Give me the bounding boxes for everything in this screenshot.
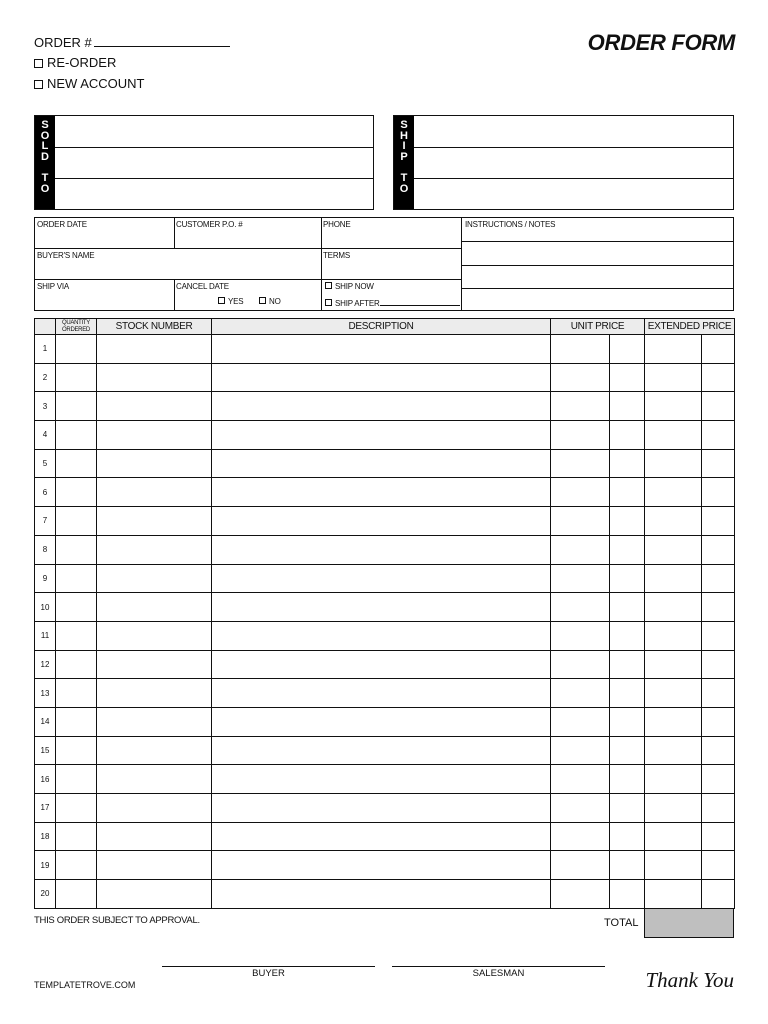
- table-row: [35, 880, 735, 909]
- extended-price-cents-cell[interactable]: [702, 363, 735, 392]
- info-divider: [35, 279, 461, 280]
- ship-to-letter: I: [402, 140, 406, 153]
- table-row: [35, 851, 735, 880]
- description-cell[interactable]: [212, 707, 551, 736]
- unit-price-cents-cell[interactable]: [610, 392, 645, 421]
- extended-price-dollars-cell[interactable]: [645, 535, 702, 564]
- extended-price-cents-cell[interactable]: [702, 736, 735, 765]
- extended-price-cents-cell[interactable]: [702, 621, 735, 650]
- table-row: [35, 478, 735, 507]
- unit-price-cents-cell[interactable]: [610, 822, 645, 851]
- unit-price-cents-cell[interactable]: [610, 363, 645, 392]
- quantity-cell[interactable]: [56, 593, 97, 622]
- description-cell[interactable]: [212, 421, 551, 450]
- unit-price-dollars-cell[interactable]: [551, 392, 610, 421]
- extended-price-dollars-cell[interactable]: [645, 421, 702, 450]
- sold-to-band: [35, 116, 55, 209]
- stock-number-cell[interactable]: [97, 449, 212, 478]
- description-cell[interactable]: [212, 593, 551, 622]
- terms-label: TERMS: [323, 251, 351, 260]
- description-cell[interactable]: [212, 822, 551, 851]
- notes-line: [461, 241, 733, 242]
- table-header-row: [35, 319, 735, 335]
- unit-price-cents-cell[interactable]: [610, 794, 645, 823]
- order-date-label: ORDER DATE: [37, 220, 87, 229]
- description-cell[interactable]: [212, 564, 551, 593]
- order-number-line: [94, 36, 230, 47]
- order-number-field[interactable]: [34, 35, 230, 50]
- table-row: [35, 421, 735, 450]
- quantity-cell[interactable]: [56, 449, 97, 478]
- qty-header-line: QUANTITY: [62, 320, 90, 326]
- extended-price-dollars-cell[interactable]: [645, 880, 702, 909]
- row-number: 14: [35, 707, 56, 736]
- unit-price-dollars-cell[interactable]: [551, 679, 610, 708]
- row-number: 8: [35, 535, 56, 564]
- unit-price-header: UNIT PRICE: [551, 319, 645, 335]
- extended-price-cents-cell[interactable]: [702, 335, 735, 364]
- order-number-label: ORDER #: [34, 35, 92, 50]
- extended-price-dollars-cell[interactable]: [645, 765, 702, 794]
- unit-price-dollars-cell[interactable]: [551, 507, 610, 536]
- table-row: [35, 621, 735, 650]
- table-row: [35, 736, 735, 765]
- quantity-cell[interactable]: [56, 736, 97, 765]
- table-row: [35, 363, 735, 392]
- quantity-cell[interactable]: [56, 679, 97, 708]
- quantity-cell[interactable]: [56, 650, 97, 679]
- unit-price-cents-cell[interactable]: [610, 880, 645, 909]
- quantity-ordered-header: [56, 319, 97, 335]
- quantity-cell[interactable]: [56, 765, 97, 794]
- cancel-date-label: CANCEL DATE: [176, 282, 229, 291]
- unit-price-cents-cell[interactable]: [610, 851, 645, 880]
- stock-number-cell[interactable]: [97, 363, 212, 392]
- description-cell[interactable]: [212, 765, 551, 794]
- row-number: 3: [35, 392, 56, 421]
- stock-number-cell[interactable]: [97, 851, 212, 880]
- table-row: [35, 679, 735, 708]
- description-cell[interactable]: [212, 507, 551, 536]
- stock-number-cell[interactable]: [97, 707, 212, 736]
- unit-price-dollars-cell[interactable]: [551, 707, 610, 736]
- sold-to-box: [34, 115, 374, 210]
- ship-to-line-1[interactable]: [414, 147, 733, 148]
- sold-to-letter: T: [41, 171, 49, 184]
- row-number: 4: [35, 421, 56, 450]
- stock-number-cell[interactable]: [97, 679, 212, 708]
- stock-number-cell[interactable]: [97, 421, 212, 450]
- reorder-option[interactable]: [34, 55, 116, 70]
- description-cell[interactable]: [212, 851, 551, 880]
- ship-to-box: [393, 115, 734, 210]
- ship-after-line: [380, 299, 460, 306]
- table-row: [35, 765, 735, 794]
- ship-to-letter: S: [400, 119, 408, 131]
- extended-price-dollars-cell[interactable]: [645, 621, 702, 650]
- ship-to-line-2[interactable]: [414, 178, 733, 179]
- salesman-label: SALESMAN: [472, 968, 525, 979]
- phone-label: PHONE: [323, 220, 351, 229]
- table-row: [35, 535, 735, 564]
- description-cell[interactable]: [212, 679, 551, 708]
- ship-to-band: [394, 116, 414, 209]
- quantity-cell[interactable]: [56, 851, 97, 880]
- description-cell[interactable]: [212, 621, 551, 650]
- description-cell[interactable]: [212, 392, 551, 421]
- info-divider: [35, 248, 461, 249]
- notes-line: [461, 288, 733, 289]
- row-number: 18: [35, 822, 56, 851]
- row-number: 10: [35, 593, 56, 622]
- buyers-name-label: BUYER'S NAME: [37, 251, 95, 260]
- ship-after-label: SHIP AFTER: [335, 299, 380, 308]
- extended-price-dollars-cell[interactable]: [645, 794, 702, 823]
- reorder-label: RE-ORDER: [47, 55, 117, 70]
- ship-via-label: SHIP VIA: [37, 282, 70, 291]
- new-account-checkbox[interactable]: [34, 80, 43, 89]
- unit-price-dollars-cell[interactable]: [551, 794, 610, 823]
- unit-price-cents-cell[interactable]: [610, 621, 645, 650]
- new-account-label: NEW ACCOUNT: [47, 76, 145, 91]
- extended-price-cents-cell[interactable]: [702, 880, 735, 909]
- quantity-cell[interactable]: [56, 363, 97, 392]
- stock-number-cell[interactable]: [97, 794, 212, 823]
- description-cell[interactable]: [212, 880, 551, 909]
- unit-price-cents-cell[interactable]: [610, 736, 645, 765]
- unit-price-dollars-cell[interactable]: [551, 851, 610, 880]
- quantity-cell[interactable]: [56, 621, 97, 650]
- description-cell[interactable]: [212, 449, 551, 478]
- description-cell[interactable]: [212, 794, 551, 823]
- extended-price-cents-cell[interactable]: [702, 851, 735, 880]
- extended-price-cents-cell[interactable]: [702, 478, 735, 507]
- table-row: [35, 593, 735, 622]
- stock-number-header: STOCK NUMBER: [97, 319, 212, 335]
- ship-after-checkbox[interactable]: [325, 299, 332, 306]
- info-divider: [461, 218, 462, 310]
- stock-number-cell[interactable]: [97, 880, 212, 909]
- sold-to-line-2[interactable]: [55, 178, 373, 179]
- quantity-cell[interactable]: [56, 478, 97, 507]
- extended-price-cents-cell[interactable]: [702, 564, 735, 593]
- unit-price-cents-cell[interactable]: [610, 679, 645, 708]
- quantity-cell[interactable]: [56, 535, 97, 564]
- stock-number-cell[interactable]: [97, 822, 212, 851]
- unit-price-dollars-cell[interactable]: [551, 621, 610, 650]
- table-row: [35, 822, 735, 851]
- sold-to-letter: L: [41, 140, 49, 153]
- quantity-cell[interactable]: [56, 392, 97, 421]
- extended-price-dollars-cell[interactable]: [645, 335, 702, 364]
- extended-price-dollars-cell[interactable]: [645, 478, 702, 507]
- quantity-cell[interactable]: [56, 794, 97, 823]
- table-row: [35, 707, 735, 736]
- extended-price-dollars-cell[interactable]: [645, 507, 702, 536]
- table-row: [35, 449, 735, 478]
- description-cell[interactable]: [212, 363, 551, 392]
- description-cell[interactable]: [212, 335, 551, 364]
- unit-price-cents-cell[interactable]: [610, 765, 645, 794]
- yes-label: YES: [228, 297, 244, 306]
- stock-number-cell[interactable]: [97, 765, 212, 794]
- salesman-signature-line[interactable]: [392, 966, 605, 967]
- instructions-label: INSTRUCTIONS / NOTES: [465, 220, 556, 229]
- ship-now-option[interactable]: [323, 280, 374, 291]
- extended-price-cents-cell[interactable]: [702, 650, 735, 679]
- quantity-cell[interactable]: [56, 880, 97, 909]
- unit-price-dollars-cell[interactable]: [551, 335, 610, 364]
- extended-price-dollars-cell[interactable]: [645, 449, 702, 478]
- unit-price-cents-cell[interactable]: [610, 707, 645, 736]
- row-number: 19: [35, 851, 56, 880]
- extended-price-cents-cell[interactable]: [702, 421, 735, 450]
- ship-to-letter: O: [399, 182, 409, 195]
- quantity-cell[interactable]: [56, 335, 97, 364]
- table-row: [35, 564, 735, 593]
- buyer-label: BUYER: [252, 968, 285, 979]
- sold-to-letter: O: [40, 129, 50, 142]
- customer-po-label: CUSTOMER P.O. #: [176, 220, 243, 229]
- stock-number-cell[interactable]: [97, 564, 212, 593]
- site-credit: TEMPLATETROVE.COM: [34, 980, 136, 990]
- row-number: 16: [35, 765, 56, 794]
- quantity-cell[interactable]: [56, 822, 97, 851]
- qty-header-line: ORDERED: [62, 326, 90, 333]
- extended-price-dollars-cell[interactable]: [645, 679, 702, 708]
- sold-to-letter: D: [41, 150, 49, 163]
- table-row: [35, 392, 735, 421]
- extended-price-cents-cell[interactable]: [702, 449, 735, 478]
- unit-price-dollars-cell[interactable]: [551, 765, 610, 794]
- extended-price-dollars-cell[interactable]: [645, 736, 702, 765]
- stock-number-cell[interactable]: [97, 507, 212, 536]
- table-row: [35, 335, 735, 364]
- total-label: TOTAL: [604, 917, 639, 929]
- unit-price-cents-cell[interactable]: [610, 650, 645, 679]
- unit-price-cents-cell[interactable]: [610, 478, 645, 507]
- extended-price-cents-cell[interactable]: [702, 707, 735, 736]
- stock-number-cell[interactable]: [97, 650, 212, 679]
- unit-price-dollars-cell[interactable]: [551, 535, 610, 564]
- unit-price-cents-cell[interactable]: [610, 507, 645, 536]
- extended-price-cents-cell[interactable]: [702, 794, 735, 823]
- row-number-header: [35, 319, 56, 335]
- stock-number-cell[interactable]: [97, 335, 212, 364]
- row-number: 13: [35, 679, 56, 708]
- unit-price-dollars-cell[interactable]: [551, 564, 610, 593]
- unit-price-cents-cell[interactable]: [610, 449, 645, 478]
- page-title: ORDER FORM: [587, 30, 735, 55]
- cancel-no-option[interactable]: [257, 295, 281, 306]
- description-cell[interactable]: [212, 736, 551, 765]
- no-checkbox[interactable]: [259, 297, 266, 304]
- stock-number-cell[interactable]: [97, 621, 212, 650]
- unit-price-dollars-cell[interactable]: [551, 650, 610, 679]
- sold-to-letter: S: [41, 119, 49, 131]
- unit-price-cents-cell[interactable]: [610, 535, 645, 564]
- unit-price-cents-cell[interactable]: [610, 421, 645, 450]
- info-divider: [321, 218, 322, 310]
- order-info-grid: [34, 217, 734, 311]
- description-header: DESCRIPTION: [212, 319, 551, 335]
- unit-price-dollars-cell[interactable]: [551, 421, 610, 450]
- unit-price-dollars-cell[interactable]: [551, 736, 610, 765]
- extended-price-cents-cell[interactable]: [702, 507, 735, 536]
- stock-number-cell[interactable]: [97, 478, 212, 507]
- extended-price-dollars-cell[interactable]: [645, 363, 702, 392]
- extended-price-cents-cell[interactable]: [702, 593, 735, 622]
- row-number: 12: [35, 650, 56, 679]
- unit-price-cents-cell[interactable]: [610, 564, 645, 593]
- extended-price-cents-cell[interactable]: [702, 822, 735, 851]
- table-row: [35, 507, 735, 536]
- row-number: 7: [35, 507, 56, 536]
- extended-price-header: EXTENDED PRICE: [645, 319, 735, 335]
- row-number: 20: [35, 880, 56, 909]
- extended-price-dollars-cell[interactable]: [645, 650, 702, 679]
- notes-line: [461, 265, 733, 266]
- extended-price-dollars-cell[interactable]: [645, 851, 702, 880]
- stock-number-cell[interactable]: [97, 392, 212, 421]
- row-number: 1: [35, 335, 56, 364]
- row-number: 15: [35, 736, 56, 765]
- approval-note: THIS ORDER SUBJECT TO APPROVAL.: [34, 915, 200, 926]
- table-row: [35, 794, 735, 823]
- sold-to-line-1[interactable]: [55, 147, 373, 148]
- thank-you-text: Thank You: [645, 968, 734, 992]
- unit-price-dollars-cell[interactable]: [551, 822, 610, 851]
- ship-after-option[interactable]: [323, 297, 460, 308]
- extended-price-dollars-cell[interactable]: [645, 564, 702, 593]
- quantity-cell[interactable]: [56, 564, 97, 593]
- quantity-cell[interactable]: [56, 707, 97, 736]
- unit-price-dollars-cell[interactable]: [551, 363, 610, 392]
- sold-to-letter: O: [40, 182, 50, 195]
- line-items-table: [34, 318, 735, 909]
- unit-price-dollars-cell[interactable]: [551, 449, 610, 478]
- extended-price-cents-cell[interactable]: [702, 679, 735, 708]
- stock-number-cell[interactable]: [97, 593, 212, 622]
- ship-now-label: SHIP NOW: [335, 282, 374, 291]
- ship-now-checkbox[interactable]: [325, 282, 332, 289]
- stock-number-cell[interactable]: [97, 535, 212, 564]
- extended-price-cents-cell[interactable]: [702, 535, 735, 564]
- row-number: 17: [35, 794, 56, 823]
- quantity-cell[interactable]: [56, 507, 97, 536]
- row-number: 9: [35, 564, 56, 593]
- total-field[interactable]: [644, 908, 734, 938]
- extended-price-cents-cell[interactable]: [702, 392, 735, 421]
- reorder-checkbox[interactable]: [34, 59, 43, 68]
- ship-to-letter: T: [400, 171, 408, 184]
- ship-to-letter: H: [400, 129, 408, 142]
- description-cell[interactable]: [212, 478, 551, 507]
- unit-price-dollars-cell[interactable]: [551, 880, 610, 909]
- unit-price-cents-cell[interactable]: [610, 335, 645, 364]
- ship-to-letter: P: [400, 150, 408, 163]
- extended-price-dollars-cell[interactable]: [645, 392, 702, 421]
- extended-price-dollars-cell[interactable]: [645, 593, 702, 622]
- row-number: 11: [35, 621, 56, 650]
- yes-checkbox[interactable]: [218, 297, 225, 304]
- quantity-cell[interactable]: [56, 421, 97, 450]
- row-number: 5: [35, 449, 56, 478]
- extended-price-dollars-cell[interactable]: [645, 822, 702, 851]
- description-cell[interactable]: [212, 650, 551, 679]
- description-cell[interactable]: [212, 535, 551, 564]
- unit-price-cents-cell[interactable]: [610, 593, 645, 622]
- row-number: 6: [35, 478, 56, 507]
- unit-price-dollars-cell[interactable]: [551, 593, 610, 622]
- unit-price-dollars-cell[interactable]: [551, 478, 610, 507]
- buyer-signature-line[interactable]: [162, 966, 375, 967]
- table-row: [35, 650, 735, 679]
- stock-number-cell[interactable]: [97, 736, 212, 765]
- cancel-yes-option[interactable]: [216, 295, 243, 306]
- row-number: 2: [35, 363, 56, 392]
- no-label: NO: [269, 297, 281, 306]
- extended-price-dollars-cell[interactable]: [645, 707, 702, 736]
- new-account-option[interactable]: [34, 76, 145, 91]
- extended-price-cents-cell[interactable]: [702, 765, 735, 794]
